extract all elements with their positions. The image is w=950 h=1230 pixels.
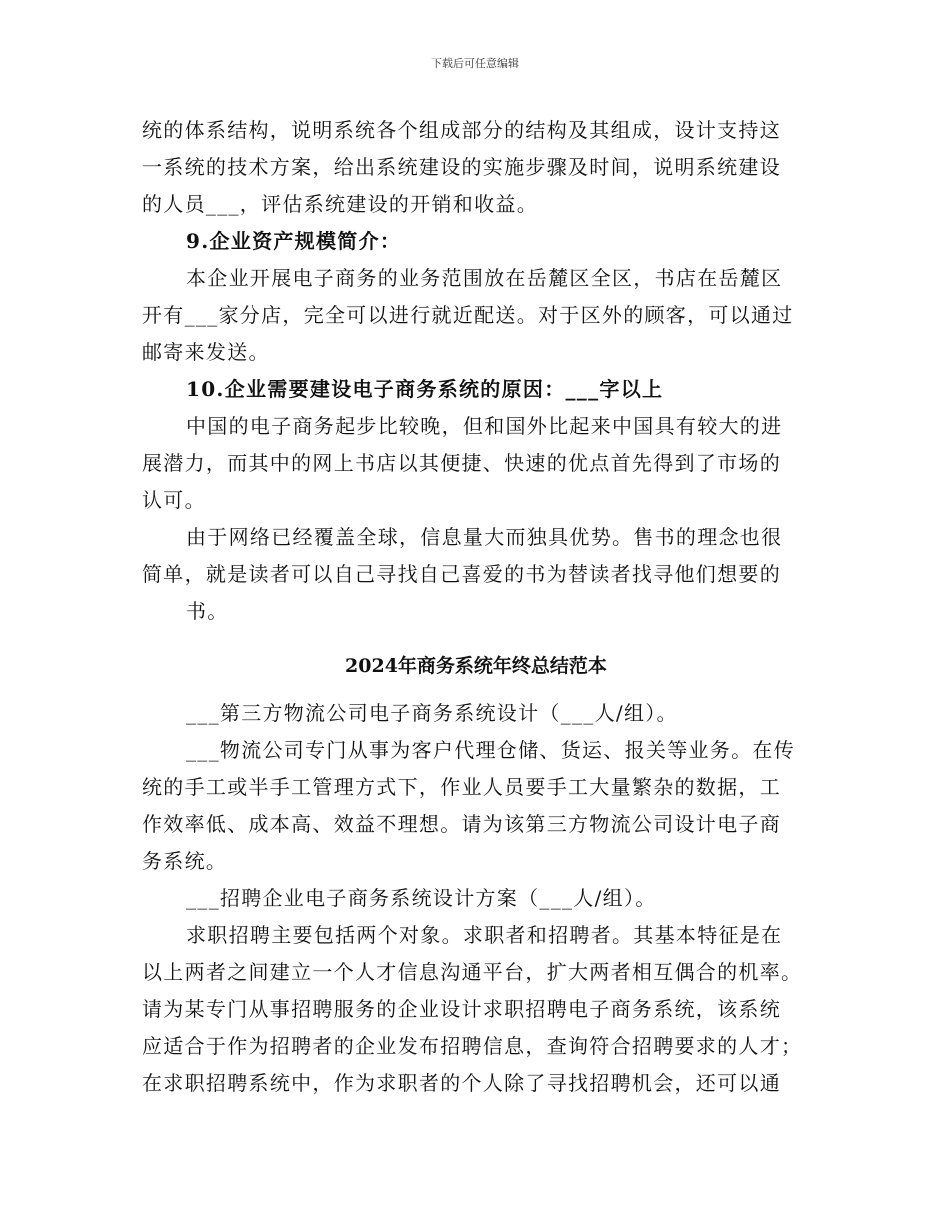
paragraph-line: 邮寄来发送。 <box>142 340 270 364</box>
paragraph-line: 展潜力，而其中的网上书店以其便捷、快速的优点首先得到了市场的 <box>142 451 781 475</box>
paragraph-line: 作效率低、成本高、效益不理想。请为该第三方物流公司设计电子商 <box>142 812 781 836</box>
page-header: 下载后可任意编辑 <box>431 57 519 70</box>
paragraph-line: 一系统的技术方案，给出系统建设的实施步骤及时间，说明系统建设 <box>142 155 781 179</box>
paragraph-line: 务系统。 <box>142 849 228 873</box>
paragraph-line: 应适合于作为招聘者的企业发布招聘信息，查询符合招聘要求的人才； <box>142 1034 803 1058</box>
paragraph-line: 本企业开展电子商务的业务范围放在岳麓区全区，书店在岳麓区 <box>186 266 783 290</box>
paragraph-line: 的人员___，评估系统建设的开销和收益。 <box>142 192 538 216</box>
paragraph-line: 请为某专门从事招聘服务的企业设计求职招聘电子商务系统，该系统 <box>142 997 781 1021</box>
paragraph-line: 书。 <box>186 599 229 623</box>
paragraph-line: 由于网络已经覆盖全球，信息量大而独具优势。售书的理念也很 <box>186 525 783 549</box>
paragraph-line: 在求职招聘系统中，作为求职者的个人除了寻找招聘机会，还可以通 <box>142 1071 781 1095</box>
section-heading-10: 10.企业需要建设电子商务系统的原因：___字以上 <box>186 377 664 401</box>
paragraph-line: 统的手工或半手工管理方式下，作业人员要手工大量繁杂的数据，工 <box>142 775 781 799</box>
paragraph-line: 以上两者之间建立一个人才信息沟通平台，扩大两者相互偶合的机率。 <box>142 960 803 984</box>
paragraph-line: 开有___家分店，完全可以进行就近配送。对于区外的顾客，可以通过 <box>142 303 794 327</box>
paragraph-line: 求职招聘主要包括两个对象。求职者和招聘者。其基本特征是在 <box>186 923 783 947</box>
paragraph-line: 认可。 <box>142 488 206 512</box>
section-heading-9: 9.企业资产规模简介： <box>186 229 402 253</box>
paragraph-line: ___招聘企业电子商务系统设计方案（___人/组）。 <box>186 886 657 910</box>
paragraph-line: ___物流公司专门从事为客户代理仓储、货运、报关等业务。在传 <box>186 738 795 762</box>
paragraph-line: ___第三方物流公司电子商务系统设计（___人/组）。 <box>186 701 678 725</box>
paragraph-line: 简单，就是读者可以自己寻找自己喜爱的书为替读者找寻他们想要的 <box>142 562 781 586</box>
document-body <box>142 112 810 1102</box>
paragraph-line: 中国的电子商务起步比较晚，但和国外比起来中国具有较大的进 <box>186 414 783 438</box>
document-title: 2024年商务系统年终总结范本 <box>345 655 607 677</box>
paragraph-line: 统的体系结构，说明系统各个组成部分的结构及其组成，设计支持这 <box>142 118 781 142</box>
